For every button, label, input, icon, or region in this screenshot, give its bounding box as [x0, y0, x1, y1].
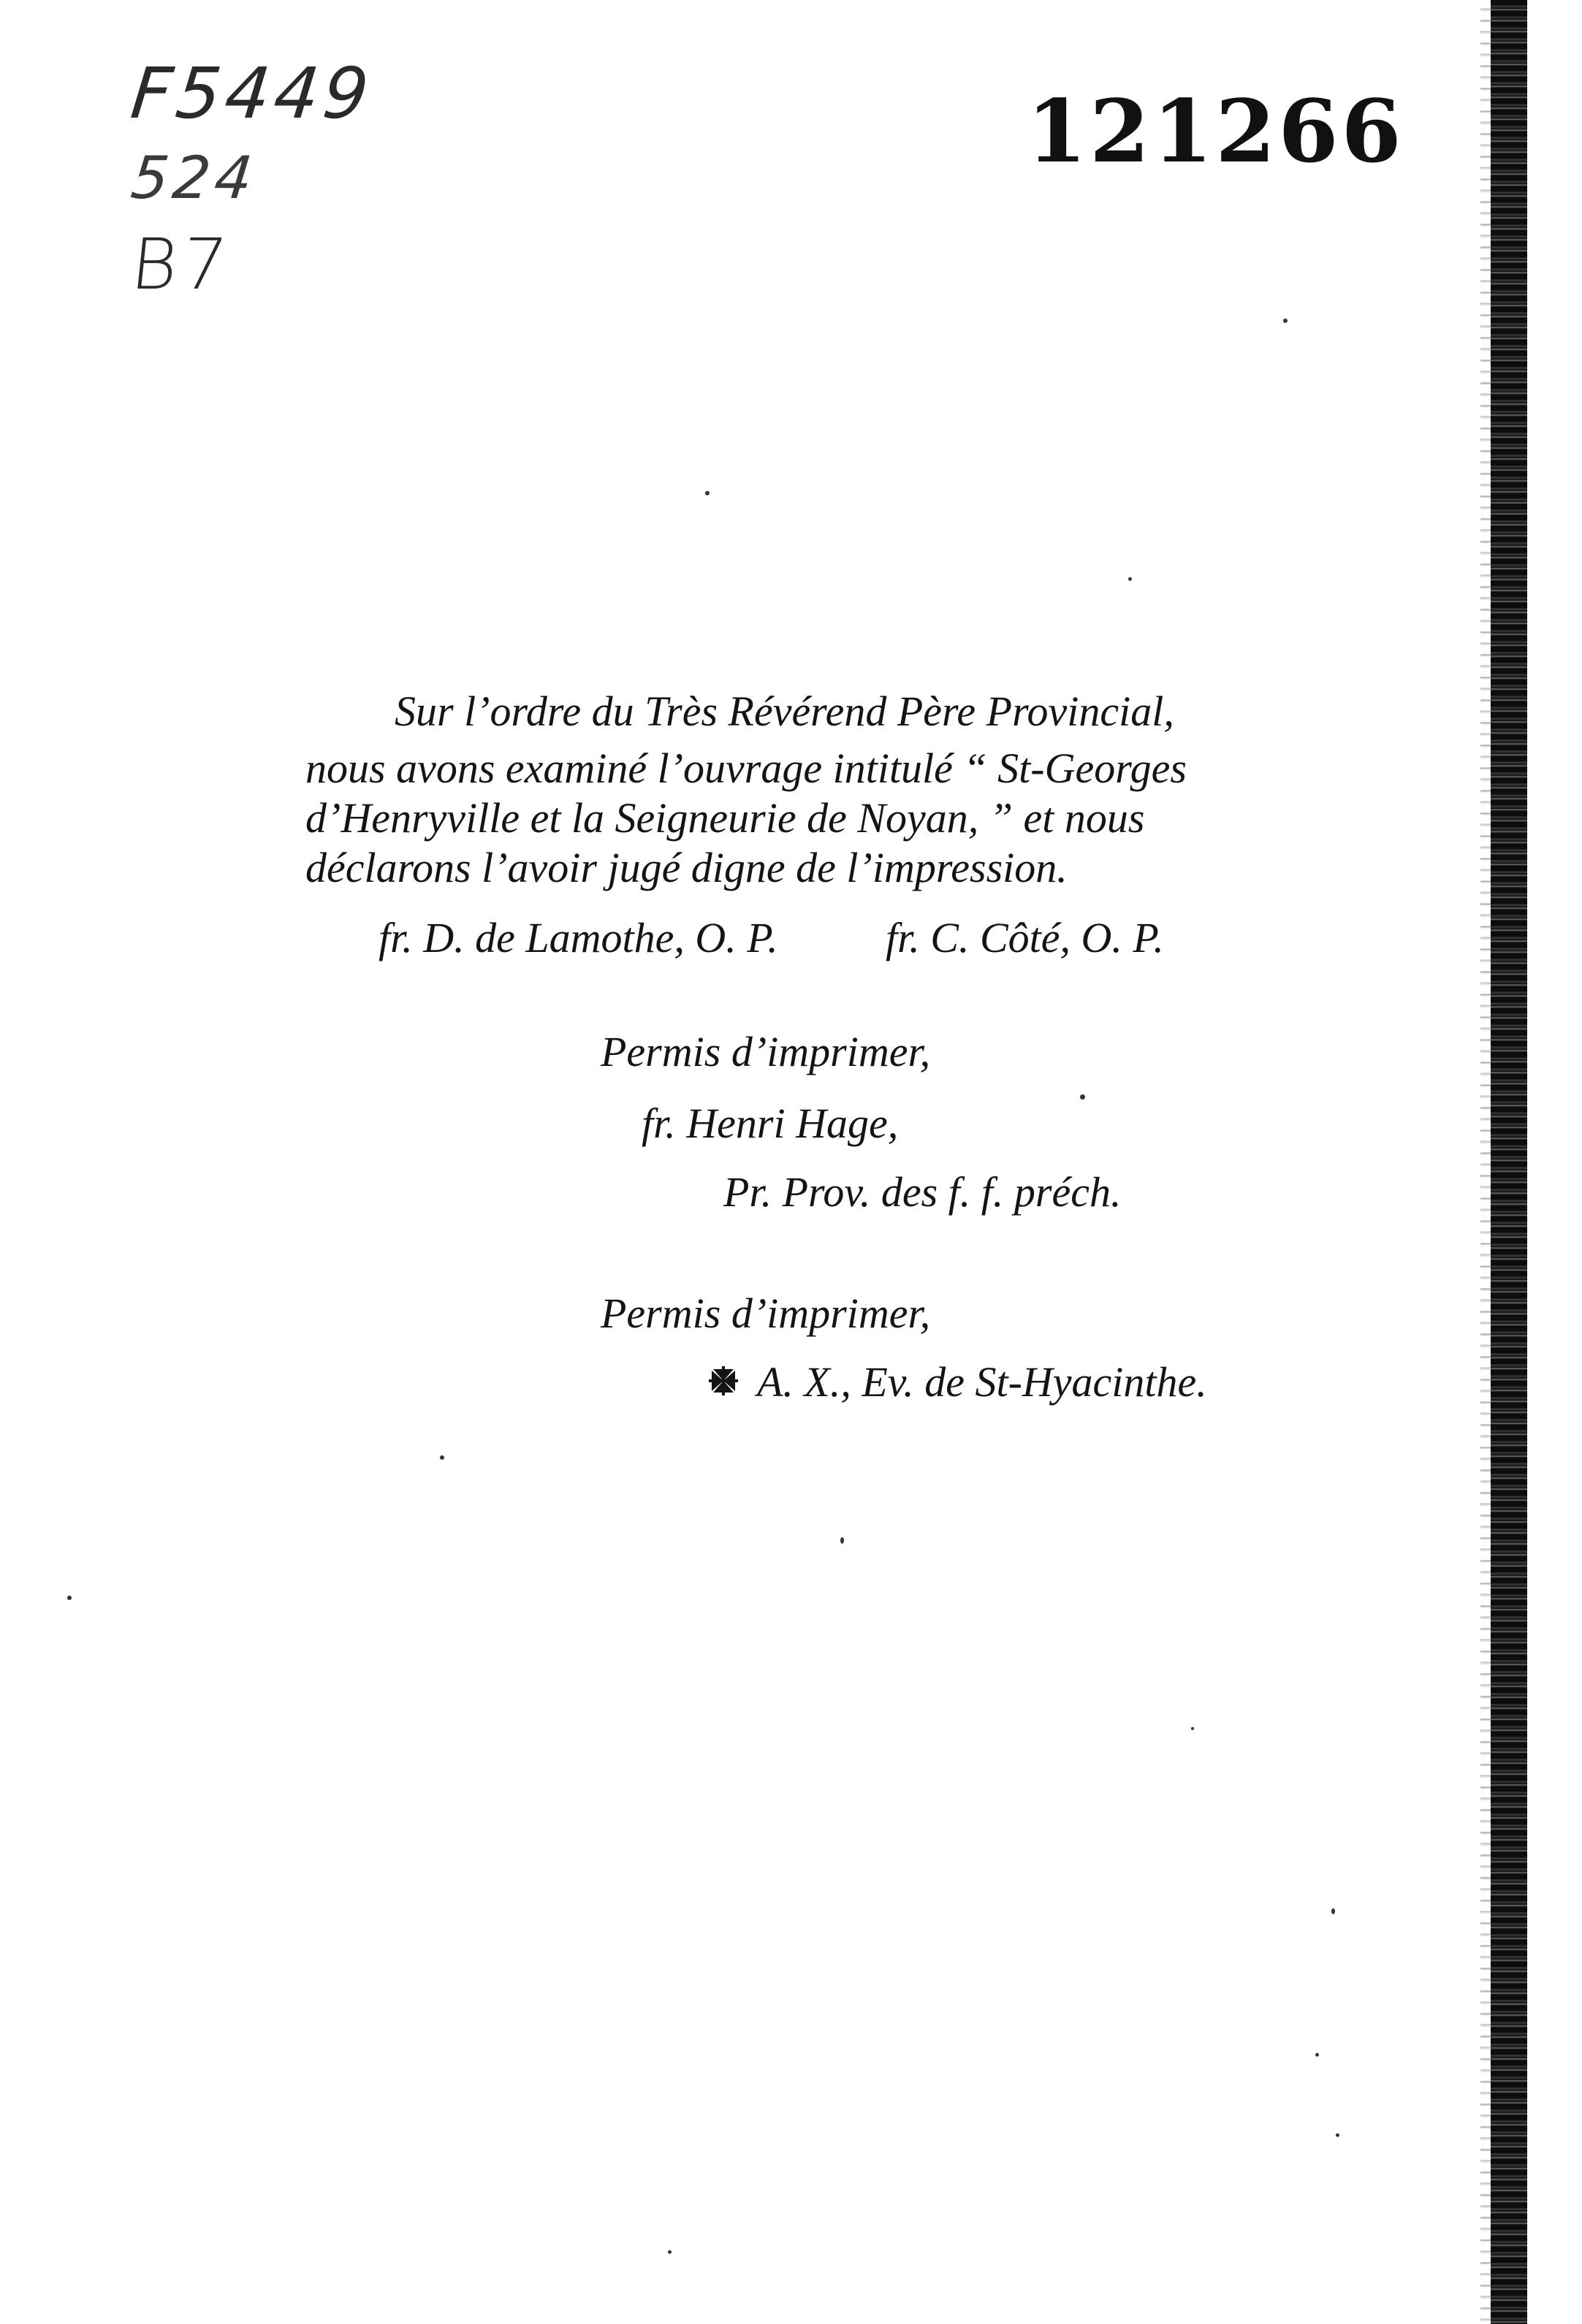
- signer-lamothe: fr. D. de Lamothe, O. P.: [379, 914, 778, 961]
- scan-speck: [1336, 2133, 1339, 2137]
- scan-speck: [1128, 577, 1132, 581]
- approval-line-3: d’Henryville et la Seigneurie de Noyan, ” et nous: [305, 794, 1145, 842]
- handwritten-shelf-mark: [127, 53, 377, 305]
- shelf-mark-line-2: 524: [128, 144, 260, 212]
- scan-speck: [840, 1537, 844, 1544]
- scan-speck: [1315, 2053, 1319, 2057]
- signer-cote: fr. C. Côté, O. P.: [886, 914, 1164, 961]
- scan-speck: [1283, 319, 1288, 323]
- approval-line-1: Sur l’ordre du Très Révérend Père Provincial,: [395, 687, 1174, 735]
- permis-signer-hage: fr. Henri Hage,: [642, 1100, 899, 1147]
- scan-speck: [668, 2250, 672, 2254]
- scan-speck: [705, 491, 710, 495]
- shelf-mark-line-3: B7: [127, 224, 235, 305]
- scan-speck: [1331, 1908, 1335, 1914]
- scan-speck: [1191, 1727, 1194, 1730]
- approval-line-2: nous avons examiné l’ouvrage intitulé “ St-Georges: [305, 744, 1187, 792]
- accession-number: 121266: [1027, 80, 1404, 182]
- approval-line-4: déclarons l’avoir jugé digne de l’impression.: [305, 844, 1068, 891]
- page-binding-edge: [1491, 0, 1527, 2324]
- shelf-mark-line-1: F5449: [127, 53, 377, 134]
- permis-heading-1: Permis d’imprimer,: [601, 1028, 931, 1075]
- scan-speck: [1080, 1094, 1085, 1100]
- maltese-cross-icon: [707, 1365, 739, 1397]
- permis-signer-bishop: A. X., Ev. de St-Hyacinthe.: [757, 1358, 1207, 1406]
- permis-heading-2: Permis d’imprimer,: [601, 1289, 931, 1337]
- scan-speck: [440, 1455, 444, 1460]
- scan-speck: [67, 1596, 72, 1600]
- permis-signer-title: Pr. Prov. des f. f. préch.: [723, 1168, 1122, 1216]
